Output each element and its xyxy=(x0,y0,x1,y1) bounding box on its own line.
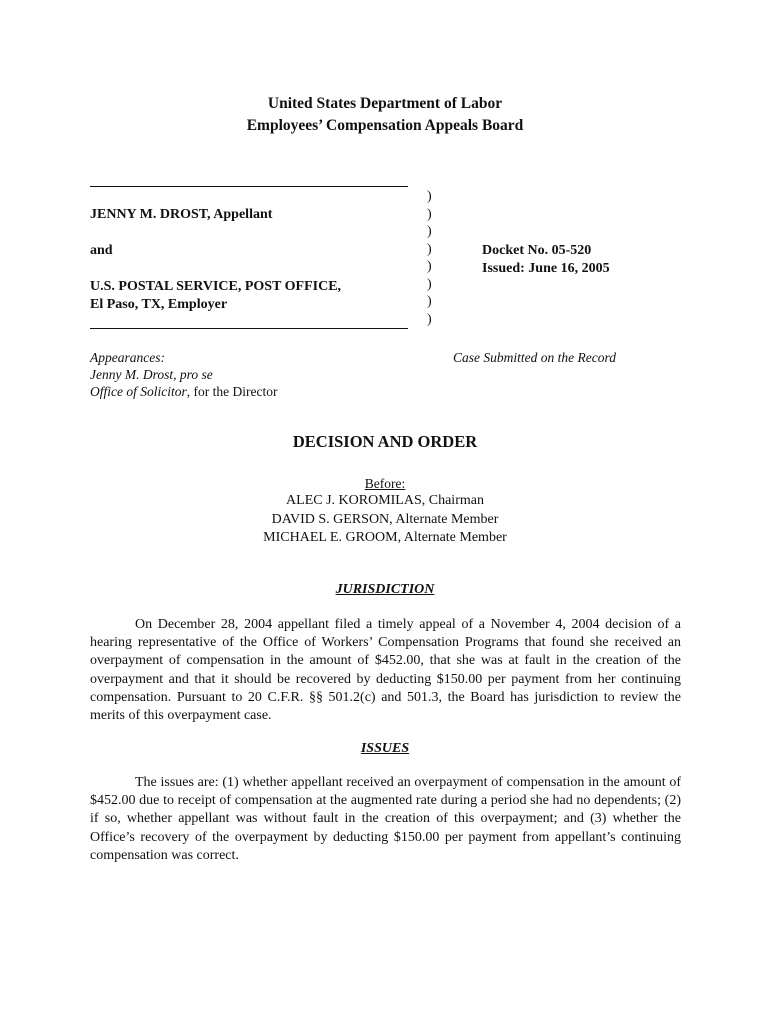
jurisdiction-heading: JURISDICTION xyxy=(335,582,435,597)
caption-and: and xyxy=(90,243,113,258)
caption-bottom-rule xyxy=(90,328,408,329)
docket-number: Docket No. 05-520 xyxy=(482,243,592,258)
employer-line-2: El Paso, TX, Employer xyxy=(90,297,228,312)
caption-top-rule xyxy=(90,186,408,187)
agency-title: United States Department of Labor xyxy=(267,95,503,112)
board-title: Employees’ Compensation Appeals Board xyxy=(246,117,524,134)
appellant-name: JENNY M. DROST, Appellant xyxy=(90,207,273,222)
board-members-list xyxy=(0,492,770,548)
before-label: Before: xyxy=(364,476,406,491)
case-submitted-note: Case Submitted on the Record xyxy=(453,350,616,365)
appearance-appellant: Jenny M. Drost, pro se xyxy=(90,367,213,382)
board-member: ALEC J. KOROMILAS, Chairman xyxy=(286,493,484,508)
board-member: MICHAEL E. GROOM, Alternate Member xyxy=(263,530,507,545)
jurisdiction-paragraph: On December 28, 2004 appellant filed a timely appeal of a November 4, 2004 decision of a hearing representative of the Office of Workers’ Compensation Programs that found she received an overpayment of compensation in the amount of $452.00, that she was at fault in the creation of the overpayment and that it should be recovered by deducting $150.00 per payment from her continuing compensation. Pursuant to 20 C.F.R. §§ 501.2(c) and 501.3, the Board has jurisdiction to review the merits of this overpayment case. xyxy=(90,617,681,724)
board-member: DAVID S. GERSON, Alternate Member xyxy=(271,511,499,527)
employer-line-1: U.S. POSTAL SERVICE, POST OFFICE, xyxy=(90,279,342,294)
caption-paren-column: ) ) ) ) ) ) ) ) xyxy=(427,189,432,327)
appearance-director: Office of Solicitor, for the Director xyxy=(90,384,278,399)
issued-date: Issued: June 16, 2005 xyxy=(482,261,610,276)
issues-heading: ISSUES xyxy=(360,741,410,756)
appearances-label: Appearances: xyxy=(90,350,165,365)
issues-paragraph: The issues are: (1) whether appellant received an overpayment of compensation in the amount of $452.00 due to receipt of compensation at the augmented rate during a period she had no dependents; (2) if so, whether appellant was without fault in the creation of this overpayment; and (3) whether the Office’s recovery of the overpayment by deducting $150.00 per payment from appellant’s continuing compensation was correct. xyxy=(90,775,681,863)
decision-title: DECISION AND ORDER xyxy=(292,432,478,451)
